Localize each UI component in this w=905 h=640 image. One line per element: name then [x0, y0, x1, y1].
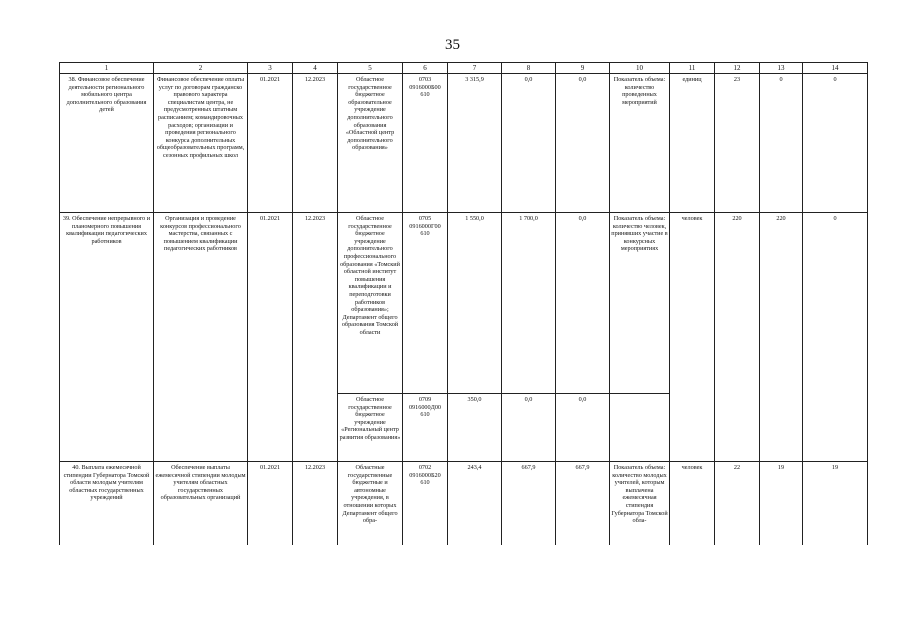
- amount-year-3: 0,0: [556, 213, 610, 394]
- executor: Областные государственные бюджетные и автономные учреждения, в отношении которых Департамент общего обра-: [338, 462, 403, 546]
- column-header: 14: [803, 63, 868, 74]
- amount-year-1: 3 315,9: [448, 74, 502, 213]
- value-year-2: 19: [760, 462, 803, 546]
- activity-description: Обеспечение выплаты ежемесячной стипендии молодым учителям областных государственных образовательных организаций: [154, 462, 248, 546]
- end-date: 12.2023: [293, 462, 338, 546]
- table-row: [60, 213, 868, 394]
- amount-year-3: 0,0: [556, 394, 610, 462]
- activity-description: Финансовое обеспечение оплаты услуг по договорам гражданско правового характера специалистам центра, не предусмотренных штатным расписанием; командировочных расходов; организации и проведения регионального конкурса дополнительных общеобразовательных программ, сезонных профильных школ: [154, 74, 248, 213]
- header-row: [60, 63, 868, 74]
- executor: Областное государственное бюджетное учреждение дополнительного профессионального образования «Томский областной институт повышения квалификации и переподготовки работников образования»; Департамент общего образования Томской области: [338, 213, 403, 394]
- indicator-empty: [610, 394, 670, 462]
- amount-year-2: 0,0: [502, 394, 556, 462]
- amount-year-2: 667,9: [502, 462, 556, 546]
- value-year-1: 22: [715, 462, 760, 546]
- value-year-3: 19: [803, 462, 868, 546]
- amount-year-2: 0,0: [502, 74, 556, 213]
- amount-year-1: 243,4: [448, 462, 502, 546]
- activity-name: 39. Обеспечение непрерывного и планомерного повышения квалификации педагогических работников: [60, 213, 154, 462]
- activity-description: Организация и проведение конкурсов профессионального мастерства, связанных с повышением квалификации педагогических работников: [154, 213, 248, 462]
- amount-year-1: 1 550,0: [448, 213, 502, 394]
- column-header: 10: [610, 63, 670, 74]
- column-header: 3: [248, 63, 293, 74]
- column-header: 8: [502, 63, 556, 74]
- value-year-3: 0: [803, 213, 868, 462]
- unit: человек: [670, 213, 715, 462]
- amount-year-1: 350,0: [448, 394, 502, 462]
- value-year-1: 23: [715, 74, 760, 213]
- column-header: 12: [715, 63, 760, 74]
- value-year-3: 0: [803, 74, 868, 213]
- budget-code: 0703 0916000Б00 610: [403, 74, 448, 213]
- start-date: 01.2021: [248, 462, 293, 546]
- column-header: 1: [60, 63, 154, 74]
- indicator: Показатель объема: количество проведенных мероприятий: [610, 74, 670, 213]
- column-header: 5: [338, 63, 403, 74]
- budget-code: 0705 0916000Г00 610: [403, 213, 448, 394]
- start-date: 01.2021: [248, 74, 293, 213]
- column-header: 11: [670, 63, 715, 74]
- activity-name: 40. Выплата ежемесячной стипендии Губернатора Томской области молодым учителям областных государственных учреждений: [60, 462, 154, 546]
- executor: Областное государственное бюджетное учреждение «Региональный центр развития образования»: [338, 394, 403, 462]
- column-header: 13: [760, 63, 803, 74]
- amount-year-3: 0,0: [556, 74, 610, 213]
- value-year-1: 220: [715, 213, 760, 462]
- start-date: 01.2021: [248, 213, 293, 462]
- data-table: [59, 62, 868, 545]
- table-row: [60, 74, 868, 213]
- amount-year-2: 1 700,0: [502, 213, 556, 394]
- executor: Областное государственное бюджетное образовательное учреждение дополнительного образования «Областной центр дополнительного образования»: [338, 74, 403, 213]
- unit: единиц: [670, 74, 715, 213]
- column-header: 2: [154, 63, 248, 74]
- budget-code: 0709 0916000Д00 610: [403, 394, 448, 462]
- indicator: Показатель объема: количество человек, принявших участие в конкурсных мероприятиях: [610, 213, 670, 394]
- indicator: Показатель объема: количество молодых учителей, которым выплачена ежемесячная стипендия Губернатора Томской обла-: [610, 462, 670, 546]
- end-date: 12.2023: [293, 213, 338, 462]
- end-date: 12.2023: [293, 74, 338, 213]
- activity-name: 38. Финансовое обеспечение деятельности регионального мобильного центра дополнительного образования детей: [60, 74, 154, 213]
- column-header: 9: [556, 63, 610, 74]
- column-header: 4: [293, 63, 338, 74]
- column-header: 7: [448, 63, 502, 74]
- unit: человек: [670, 462, 715, 546]
- value-year-2: 0: [760, 74, 803, 213]
- table-row: [60, 462, 868, 546]
- budget-code: 0702 0916000Б20 610: [403, 462, 448, 546]
- amount-year-3: 667,9: [556, 462, 610, 546]
- page-number: 35: [445, 37, 460, 53]
- value-year-2: 220: [760, 213, 803, 462]
- column-header: 6: [403, 63, 448, 74]
